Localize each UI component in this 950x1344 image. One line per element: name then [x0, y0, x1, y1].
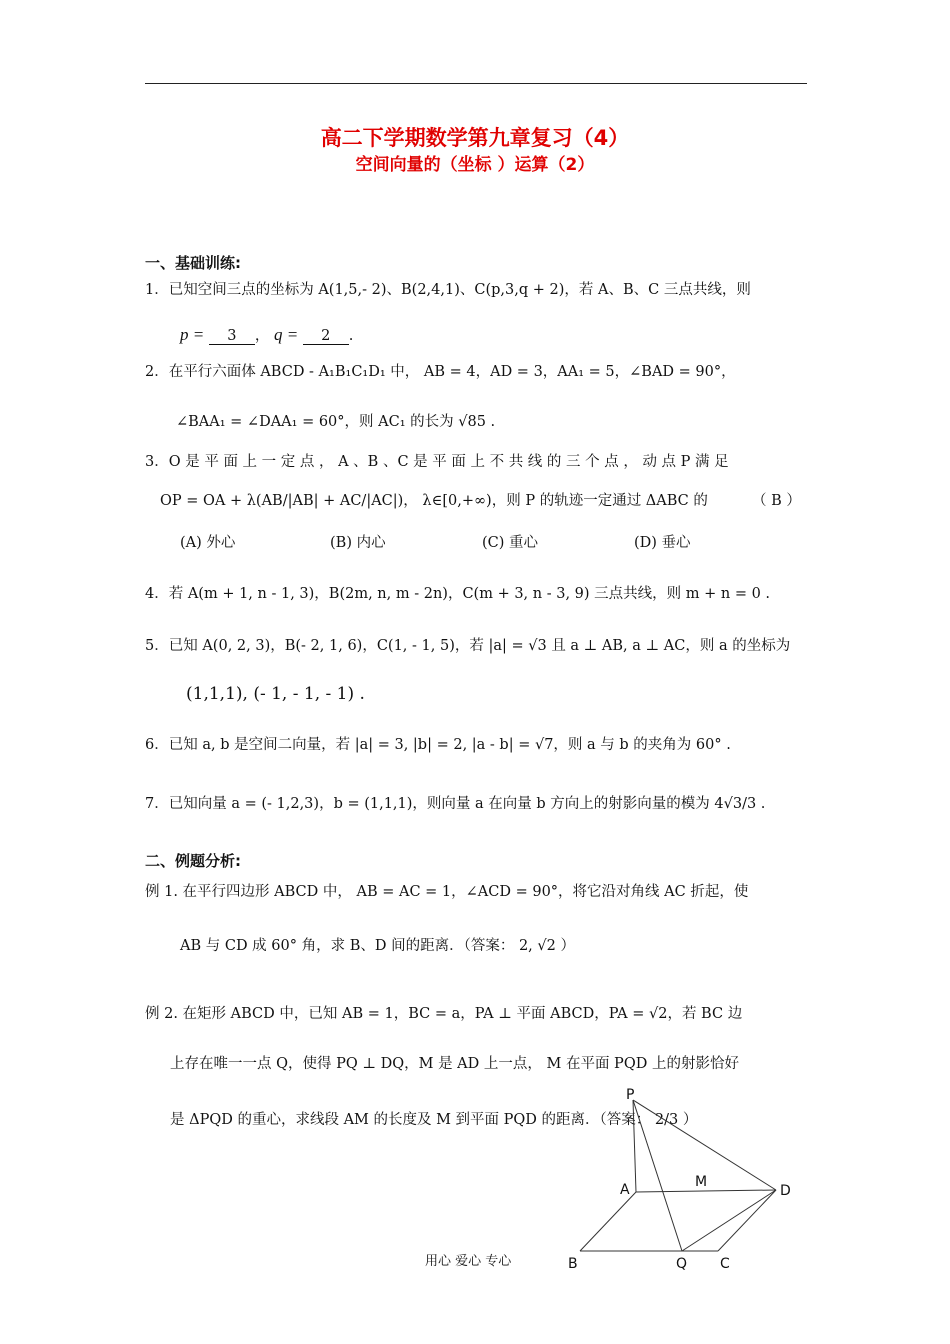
edge-ab	[580, 1192, 636, 1251]
question-1: 1．已知空间三点的坐标为 A(1,5,- 2)、B(2,4,1)、C(p,3,q + 2)，若 A、B、C 三点共线，则	[145, 282, 751, 298]
example-1-line2: AB 与 CD 成 60° 角，求 B、D 间的距离．（答案： 2, √2 ）	[180, 938, 575, 954]
question-1-answers: p = 3 ， q = 2 .	[180, 325, 354, 344]
option-c: (C) 重心	[482, 535, 539, 551]
question-3-line1: 3．O 是 平 面 上 一 定 点 ， A 、B 、C 是 平 面 上 不 共 线 的 三 个 点 ， 动 点 P 满 足	[145, 454, 729, 470]
label-m: M	[695, 1174, 708, 1190]
edge-pq	[633, 1100, 682, 1251]
label-q: Q	[676, 1256, 688, 1272]
edge-cd	[718, 1190, 776, 1251]
question-2-line1: 2．在平行六面体 ABCD - A₁B₁C₁D₁ 中， AB = 4，AD = 3，AA₁ = 5，∠BAD = 90°，	[145, 364, 736, 380]
example-2-line3: 是 ΔPQD 的重心，求线段 AM 的长度及 M 到平面 PQD 的距离．（答案： 2/3 ）	[170, 1112, 698, 1128]
pyramid-figure	[560, 1085, 810, 1275]
question-4: 4．若 A(m + 1, n - 1, 3)，B(2m, n, m - 2n)，C(m + 3, n - 3, 9) 三点共线，则 m + n = 0 .	[145, 586, 771, 602]
label-a: A	[620, 1182, 630, 1198]
example-2-line2: 上存在唯一一点 Q，使得 PQ ⊥ DQ，M 是 AD 上一点， M 在平面 PQD 上的射影恰好	[170, 1056, 739, 1072]
example-1-line1: 例 1. 在平行四边形 ABCD 中， AB = AC = 1，∠ACD = 90°，将它沿对角线 AC 折起，使	[145, 884, 749, 900]
q-label: q =	[273, 325, 299, 344]
edge-pa	[633, 1100, 636, 1192]
question-2-line2: ∠BAA₁ = ∠DAA₁ = 60°，则 AC₁ 的长为 √85 .	[176, 414, 496, 430]
section-basic-heading: 一、基础训练:	[145, 254, 241, 272]
label-d: D	[780, 1183, 791, 1199]
example-2-line1: 例 2. 在矩形 ABCD 中，已知 AB = 1，BC = a，PA ⊥ 平面 ABCD，PA = √2，若 BC 边	[145, 1006, 743, 1022]
option-d: (D) 垂心	[634, 535, 691, 551]
edge-qd	[682, 1190, 776, 1251]
p-answer: 3	[209, 328, 255, 345]
p-label: p =	[180, 325, 205, 344]
question-5-line2: (1,1,1), (- 1, - 1, - 1) .	[186, 684, 365, 704]
label-b: B	[568, 1256, 578, 1272]
option-b: (B) 内心	[330, 535, 386, 551]
question-6: 6．已知 a, b 是空间二向量，若 |a| = 3, |b| = 2, |a - b| = √7，则 a 与 b 的夹角为 60° .	[145, 737, 731, 753]
question-5-line1: 5．已知 A(0, 2, 3)，B(- 2, 1, 6)，C(1, - 1, 5)，若 |a| = √3 且 a ⊥ AB, a ⊥ AC，则 a 的坐标为	[145, 638, 791, 654]
edge-ad	[636, 1190, 776, 1192]
header-rule	[145, 83, 807, 84]
page-footer: 用心 爱心 专心	[425, 1254, 512, 1269]
page-subtitle: 空间向量的（坐标 ）运算（2）	[355, 155, 595, 175]
option-a: (A) 外心	[180, 535, 236, 551]
section-examples-heading: 二、例题分析:	[145, 852, 241, 870]
question-3-line2: OP = OA + λ(AB/|AB| + AC/|AC|)， λ∈[0,+∞)，则 P 的轨迹一定通过 ΔABC 的	[160, 493, 708, 509]
label-p: P	[626, 1087, 635, 1103]
label-c: C	[720, 1256, 730, 1272]
q-answer: 2	[303, 328, 349, 345]
page-title: 高二下学期数学第九章复习（4）	[320, 126, 630, 150]
question-3-answer: （ B ）	[752, 493, 801, 509]
question-7: 7．已知向量 a = (- 1,2,3)，b = (1,1,1)，则向量 a 在向量 b 方向上的射影向量的模为 4√3/3 .	[145, 796, 766, 812]
